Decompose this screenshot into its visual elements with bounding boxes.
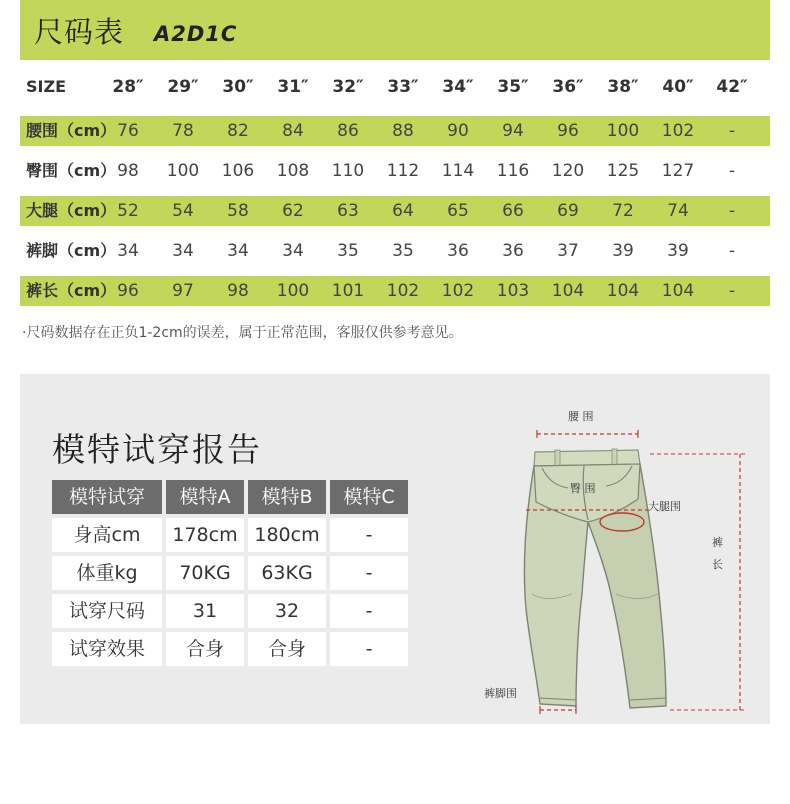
size-header-cell: 33″ (387, 77, 419, 97)
size-value-cell: 106 (221, 161, 255, 181)
size-value-cell: 35 (392, 241, 414, 261)
size-value-cell: - (728, 121, 736, 141)
size-row (20, 156, 770, 186)
size-value-cell: 82 (227, 121, 249, 141)
size-value-cell: 96 (117, 281, 139, 301)
waist-label: 腰 围 (568, 410, 594, 423)
fit-cell: - (330, 594, 408, 628)
size-header-cell: 40″ (662, 77, 694, 97)
fit-cell: 70KG (166, 556, 244, 590)
fit-report-panel (20, 374, 770, 724)
fit-cell: 32 (248, 594, 326, 628)
thigh-label: 大腿围 (648, 500, 681, 513)
fit-cell: 合身 (166, 632, 244, 666)
size-value-cell: 101 (331, 281, 365, 301)
page-title: 尺码表 (34, 15, 125, 49)
hem-label: 裤脚围 (484, 687, 517, 700)
fit-header-cell: 模特C (330, 480, 408, 514)
size-value-cell: 52 (117, 201, 139, 221)
size-value-cell: 36 (447, 241, 469, 261)
size-value-cell: 102 (661, 121, 695, 141)
size-value-cell: 102 (441, 281, 475, 301)
row-label: 大腿（cm） (26, 201, 117, 220)
size-value-cell: 69 (557, 201, 579, 221)
size-value-cell: - (728, 201, 736, 221)
size-value-cell: 34 (282, 241, 304, 261)
size-row (20, 196, 770, 226)
size-header-cell: 32″ (332, 77, 364, 97)
size-value-cell: 34 (227, 241, 249, 261)
size-header-cell: 30″ (222, 77, 254, 97)
size-row (20, 116, 770, 146)
size-value-cell: 94 (502, 121, 524, 141)
size-value-cell: 72 (612, 201, 634, 221)
size-value-cell: 34 (117, 241, 139, 261)
size-value-cell: 66 (502, 201, 524, 221)
size-value-cell: 127 (661, 161, 695, 181)
length-label-1: 裤 (712, 536, 723, 549)
size-value-cell: 104 (551, 281, 585, 301)
size-value-cell: 100 (166, 161, 200, 181)
size-header-cell: 29″ (167, 77, 199, 97)
size-value-cell: 64 (392, 201, 414, 221)
size-value-cell: 78 (172, 121, 194, 141)
size-value-cell: 84 (282, 121, 304, 141)
size-value-cell: - (728, 241, 736, 261)
size-value-cell: 104 (606, 281, 640, 301)
size-value-cell: 112 (386, 161, 420, 181)
row-label: SIZE (26, 77, 67, 96)
size-value-cell: 125 (606, 161, 640, 181)
size-header-row (20, 72, 770, 102)
size-value-cell: 108 (276, 161, 310, 181)
size-value-cell: 63 (337, 201, 359, 221)
size-value-cell: 116 (496, 161, 530, 181)
size-header-cell: 35″ (497, 77, 529, 97)
size-value-cell: 36 (502, 241, 524, 261)
fit-cell: - (330, 632, 408, 666)
fit-cell: 31 (166, 594, 244, 628)
size-note: ·尺码数据存在正负1-2cm的误差，属于正常范围，客服仅供参考意见。 (22, 325, 463, 341)
size-value-cell: 102 (386, 281, 420, 301)
fit-cell: 试穿尺码 (52, 594, 162, 628)
size-value-cell: 98 (117, 161, 139, 181)
size-value-cell: 90 (447, 121, 469, 141)
size-row (20, 276, 770, 306)
size-value-cell: 98 (227, 281, 249, 301)
size-value-cell: 65 (447, 201, 469, 221)
row-label: 裤长（cm） (26, 281, 117, 300)
size-value-cell: 34 (172, 241, 194, 261)
size-header-cell: 28″ (112, 77, 144, 97)
fit-cell: 178cm (166, 518, 244, 552)
size-value-cell: 76 (117, 121, 139, 141)
row-label: 腰围（cm） (26, 121, 117, 140)
size-value-cell: 74 (667, 201, 689, 221)
length-label-2: 长 (712, 558, 723, 571)
product-code: A2D1C (154, 22, 238, 46)
fit-header-cell: 模特B (248, 480, 326, 514)
size-value-cell: 37 (557, 241, 579, 261)
fit-cell: 身高cm (52, 518, 162, 552)
size-value-cell: 103 (496, 281, 530, 301)
fit-header-cell: 模特A (166, 480, 244, 514)
size-value-cell: 96 (557, 121, 579, 141)
size-value-cell: 97 (172, 281, 194, 301)
size-value-cell: 54 (172, 201, 194, 221)
row-label: 裤脚（cm） (26, 241, 117, 260)
size-value-cell: 114 (441, 161, 475, 181)
size-value-cell: 104 (661, 281, 695, 301)
size-header-cell: 42″ (716, 77, 748, 97)
fit-cell: 180cm (248, 518, 326, 552)
fit-report-title: 模特试穿报告 (52, 430, 262, 469)
size-value-cell: 86 (337, 121, 359, 141)
size-value-cell: 62 (282, 201, 304, 221)
fit-cell: 合身 (248, 632, 326, 666)
size-header-cell: 34″ (442, 77, 474, 97)
size-value-cell: 88 (392, 121, 414, 141)
size-value-cell: 58 (227, 201, 249, 221)
fit-cell: 试穿效果 (52, 632, 162, 666)
size-value-cell: - (728, 161, 736, 181)
size-value-cell: - (728, 281, 736, 301)
row-label: 臀围（cm） (26, 161, 117, 180)
size-value-cell: 120 (551, 161, 585, 181)
size-header-cell: 31″ (277, 77, 309, 97)
size-value-cell: 110 (331, 161, 365, 181)
fit-cell: 体重kg (52, 556, 162, 590)
size-value-cell: 39 (612, 241, 634, 261)
pants-diagram (460, 394, 770, 714)
fit-cell: - (330, 556, 408, 590)
size-value-cell: 100 (606, 121, 640, 141)
fit-header-cell: 模特试穿 (52, 480, 162, 514)
size-value-cell: 100 (276, 281, 310, 301)
size-header-cell: 38″ (607, 77, 639, 97)
size-row (20, 236, 770, 266)
size-value-cell: 35 (337, 241, 359, 261)
fit-cell: 63KG (248, 556, 326, 590)
size-header-cell: 36″ (552, 77, 584, 97)
size-value-cell: 39 (667, 241, 689, 261)
fit-cell: - (330, 518, 408, 552)
header-bar (20, 0, 770, 60)
hip-label: 臀 围 (570, 482, 596, 495)
